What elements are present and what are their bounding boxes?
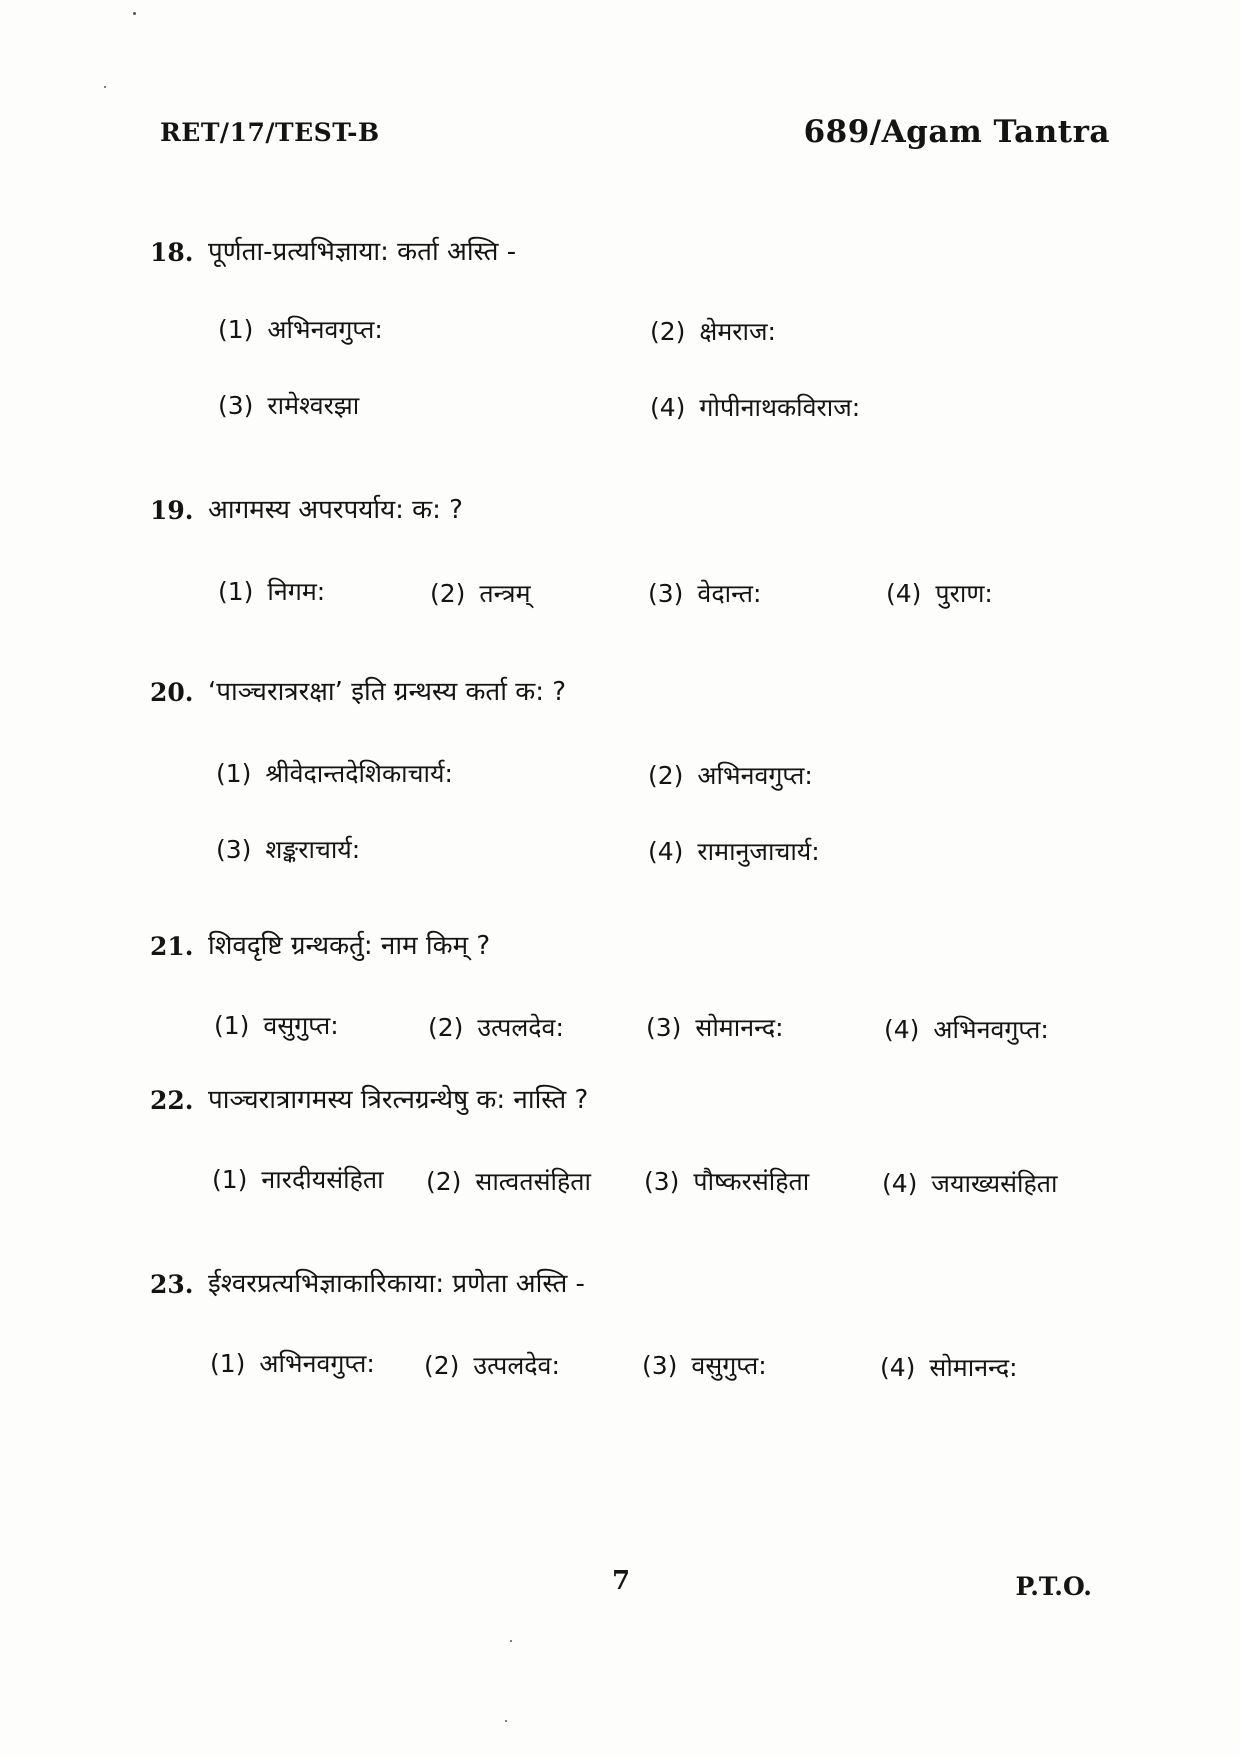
option-22-3: (3) पौष्करसंहिता <box>644 1167 810 1196</box>
option-23-1: (1) अभिनवगुप्त: <box>210 1349 375 1378</box>
option-22-2: (2) सात्वतसंहिता <box>426 1167 591 1196</box>
option-19-2: (2) तन्त्रम् <box>430 579 531 608</box>
option-20-3: (3) शङ्कराचार्य: <box>216 835 361 864</box>
question-number: 23. <box>150 1270 194 1299</box>
question-20 <box>150 672 1110 716</box>
option-18-2: (2) क्षेमराज: <box>650 317 776 346</box>
option-21-1: (1) वसुगुप्त: <box>214 1011 339 1040</box>
option-21-3: (3) सोमानन्द: <box>646 1013 784 1042</box>
pto-label: P.T.O. <box>1015 1572 1092 1601</box>
question-18 <box>150 232 1110 276</box>
option-21-2: (2) उत्पलदेव: <box>428 1013 564 1042</box>
option-19-4: (4) पुराण: <box>886 579 993 608</box>
option-23-3: (3) वसुगुप्त: <box>642 1351 767 1380</box>
question-21 <box>150 926 1110 970</box>
question-text: पूर्णता-प्रत्यभिज्ञाया: कर्ता अस्ति - <box>208 237 517 267</box>
question-text: आगमस्य अपरपर्याय: क: ? <box>208 495 463 525</box>
option-22-4: (4) जयाख्यसंहिता <box>882 1169 1058 1198</box>
option-21-4: (4) अभिनवगुप्त: <box>884 1015 1049 1044</box>
option-23-4: (4) सोमानन्द: <box>880 1353 1018 1382</box>
question-number: 18. <box>150 238 194 267</box>
scan-speck <box>104 86 106 88</box>
page-number: 7 <box>612 1566 631 1596</box>
option-22-1: (1) नारदीयसंहिता <box>212 1165 384 1194</box>
option-20-4: (4) रामानुजाचार्य: <box>648 837 820 866</box>
option-20-1: (1) श्रीवेदान्तदेशिकाचार्य: <box>216 759 453 788</box>
question-23 <box>150 1264 1110 1308</box>
question-19 <box>150 490 1110 534</box>
exam-code: RET/17/TEST-B <box>160 118 380 147</box>
scan-speck <box>133 12 136 15</box>
option-18-4: (4) गोपीनाथकविराज: <box>650 393 861 422</box>
question-22 <box>150 1080 1110 1124</box>
option-19-1: (1) निगम: <box>218 577 326 606</box>
question-number: 19. <box>150 496 194 525</box>
option-19-3: (3) वेदान्त: <box>648 579 762 608</box>
subject-title: 689/Agam Tantra <box>803 114 1110 150</box>
question-text: ईश्वरप्रत्यभिज्ञाकारिकाया: प्रणेता अस्ति - <box>208 1269 585 1299</box>
question-number: 21. <box>150 932 194 961</box>
question-number: 22. <box>150 1086 194 1115</box>
option-18-1: (1) अभिनवगुप्त: <box>218 315 383 344</box>
question-text: पाञ्चरात्रागमस्य त्रिरत्नग्रन्थेषु क: नास्ति ? <box>208 1085 589 1115</box>
question-text: शिवदृष्टि ग्रन्थकर्तु: नाम किम् ? <box>208 931 491 961</box>
option-23-2: (2) उत्पलदेव: <box>424 1351 560 1380</box>
option-18-3: (3) रामेश्वरझा <box>218 391 360 420</box>
question-number: 20. <box>150 678 194 707</box>
option-20-2: (2) अभिनवगुप्त: <box>648 761 813 790</box>
scan-speck <box>510 1640 512 1642</box>
scan-speck <box>505 1720 507 1722</box>
question-text: ‘पाञ्चरात्ररक्षा’ इति ग्रन्थस्य कर्ता क: ? <box>208 677 567 707</box>
